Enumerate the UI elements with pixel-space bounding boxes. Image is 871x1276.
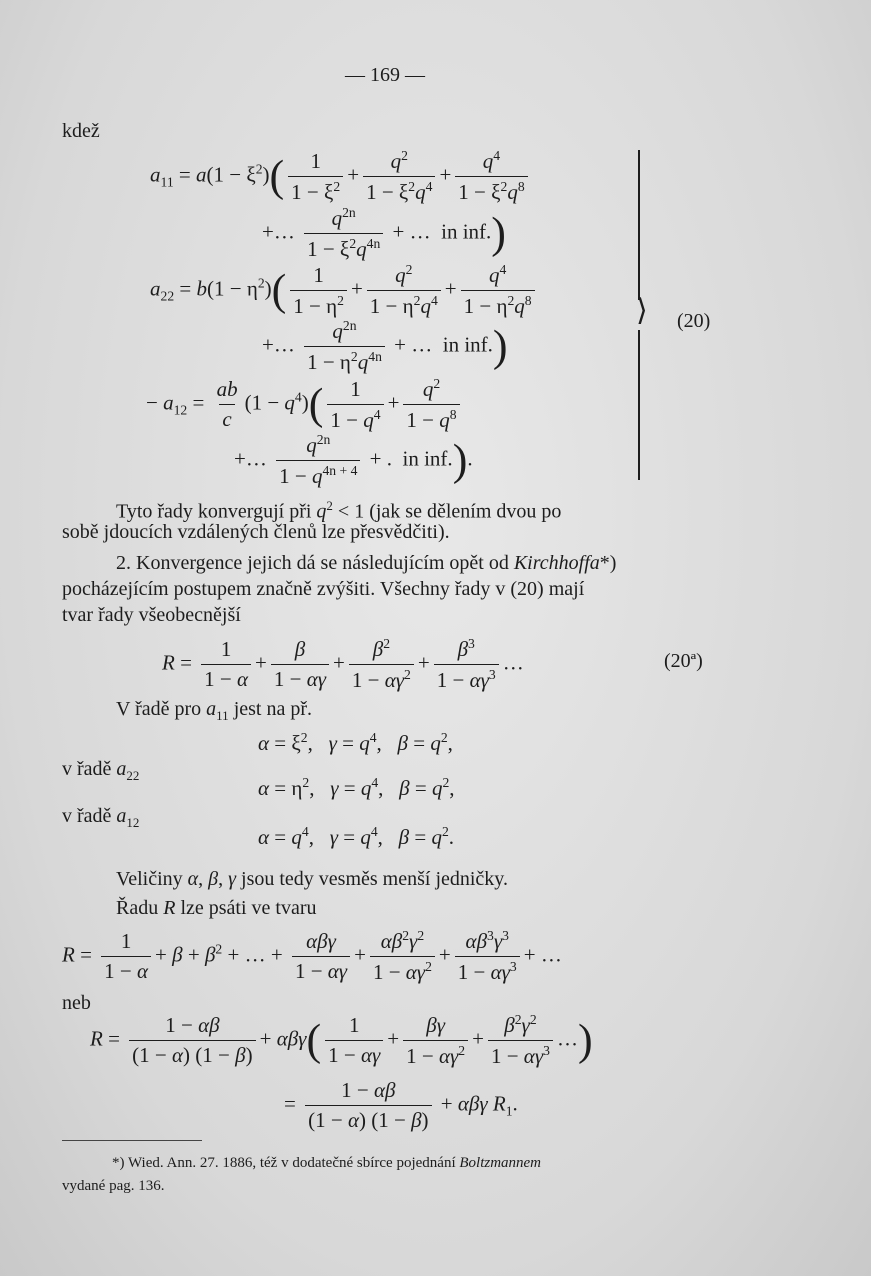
label-veliciny: Veličiny α, β, γ jsou tedy vesměs menší jedničky. (116, 868, 509, 890)
eq20-number: (20) (677, 310, 711, 332)
eq20a-number: (20ª) (664, 650, 703, 672)
brace-lower (638, 330, 640, 480)
page-number: — 169 — (345, 64, 425, 86)
paragraph-2-line-3: tvar řady všeobecnější (62, 604, 241, 626)
footnote-line-1: *) Wied. Ann. 27. 1886, též v dodatečné sbírce pojednání Boltzmannem (112, 1155, 542, 1171)
eq-a12-line1: − $a_{12}$ = $\frac{ab}{c}$ $(1 - q^4)$( $\frac{1}{1 - q^4}$ + $\frac{q^2}{1 - q^8}$ (146, 376, 464, 433)
subst-3: $\alpha = q^4$, $\gamma = q^4$, $\beta = q^2$. (258, 824, 455, 849)
subst-1: $\alpha = \xi^2$, $\gamma = q^4$, $\beta = q^2$, (258, 730, 453, 755)
eq-a11-line1: $a_{11} = a(1 - \xi^2)$( $\frac{1}{1 - \xi^2}$ + $\frac{q^2}{1 - \xi^2q^4}$ + $\frac{q^4}{1 - \xi^2q^8}$ (150, 148, 532, 205)
eq-a12-line2: +… $\frac{q^{2n}}{1 - q^{4n + 4}}$ + . in inf.). (234, 432, 473, 488)
brace-tip: ⟩ (636, 294, 648, 327)
label-radu: Řadu R lze psáti ve tvaru (116, 897, 317, 919)
label-kdez: kdež (62, 120, 100, 142)
footnote-line-2: vydané pag. 136. (62, 1178, 165, 1194)
eq-r-expansion: R = $\frac{1}{1 - \alpha}$ + $\beta + \beta^2$ + … + αβγ 1 − αγ + $\frac{\alpha\beta^2\gamma^2}{1 - \alpha\gamma^2}$ + $\frac{\alpha\beta^3\gamma^3}{1 - \alpha\gamma^3}$ + … (62, 928, 562, 984)
label-v-rade-a12: v řadě $a_{12}$ (62, 805, 140, 830)
paragraph-2-line-1: 2. Konvergence jejich dá se následujícím opět od Kirchhoffa*) (116, 552, 617, 574)
eq-a22-line1: $a_{22} = b(1 - \eta^2)$( $\frac{1}{1 - \eta^2}$ + $\frac{q^2}{1 - \eta^2q^4}$ + $\frac{q^4}{1 - \eta^2q^8}$ (150, 262, 539, 319)
paragraph-2-line-2: pocházejícím postupem značně zvýšiti. Všechny řady v (20) mají (62, 578, 585, 600)
eq-a11-line2: +… $\frac{q^{2n}}{1 - \xi^2q^{4n}}$ + … in inf.) (262, 205, 506, 261)
eq-a22-line2: +… $\frac{q^{2n}}{1 - \eta^2q^{4n}}$ + … in inf.) (262, 318, 508, 374)
eq-r-final: = $\frac{1 - \alpha\beta}{(1 - \alpha) (1 - \beta)}$ + αβγ $R_1$. (284, 1078, 518, 1132)
label-v-rade-pro: V řadě pro $a_{11}$ jest na př. (116, 698, 312, 723)
eq20a: R = $\frac{1}{1 - \alpha}$ + $\frac{\beta}{1 - \alpha\gamma}$ + $\frac{\beta^2}{1 - \alpha\gamma^2}$ + $\frac{\beta^3}{1 - \alpha\gamma^3}$ … (162, 636, 524, 692)
paragraph-1-line-2: sobě jdoucích vzdálených členů lze přesvědčiti). (62, 521, 450, 543)
footnote-rule (62, 1140, 202, 1141)
label-neb: neb (62, 992, 91, 1014)
paragraph-1-line-1: Tyto řady konvergují při $q^2 < 1$ (jak se dělením dvou po (116, 498, 562, 523)
label-v-rade-a22: v řadě $a_{22}$ (62, 758, 140, 783)
subst-2: $\alpha = \eta^2$, $\gamma = q^4$, $\beta = q^2$, (258, 775, 455, 800)
brace-upper (638, 150, 640, 300)
eq-r-neb: R = $\frac{1 - \alpha\beta}{(1 - \alpha) (1 - \beta)}$ + αβγ( $\frac{1}{1 - \alpha\gamma}$ + $\frac{\beta\gamma}{1 - \alpha\gamma^2}$ + $\frac{\beta^2\gamma^2}{1 - \alpha\gamma^3}$ …) (90, 1012, 593, 1068)
